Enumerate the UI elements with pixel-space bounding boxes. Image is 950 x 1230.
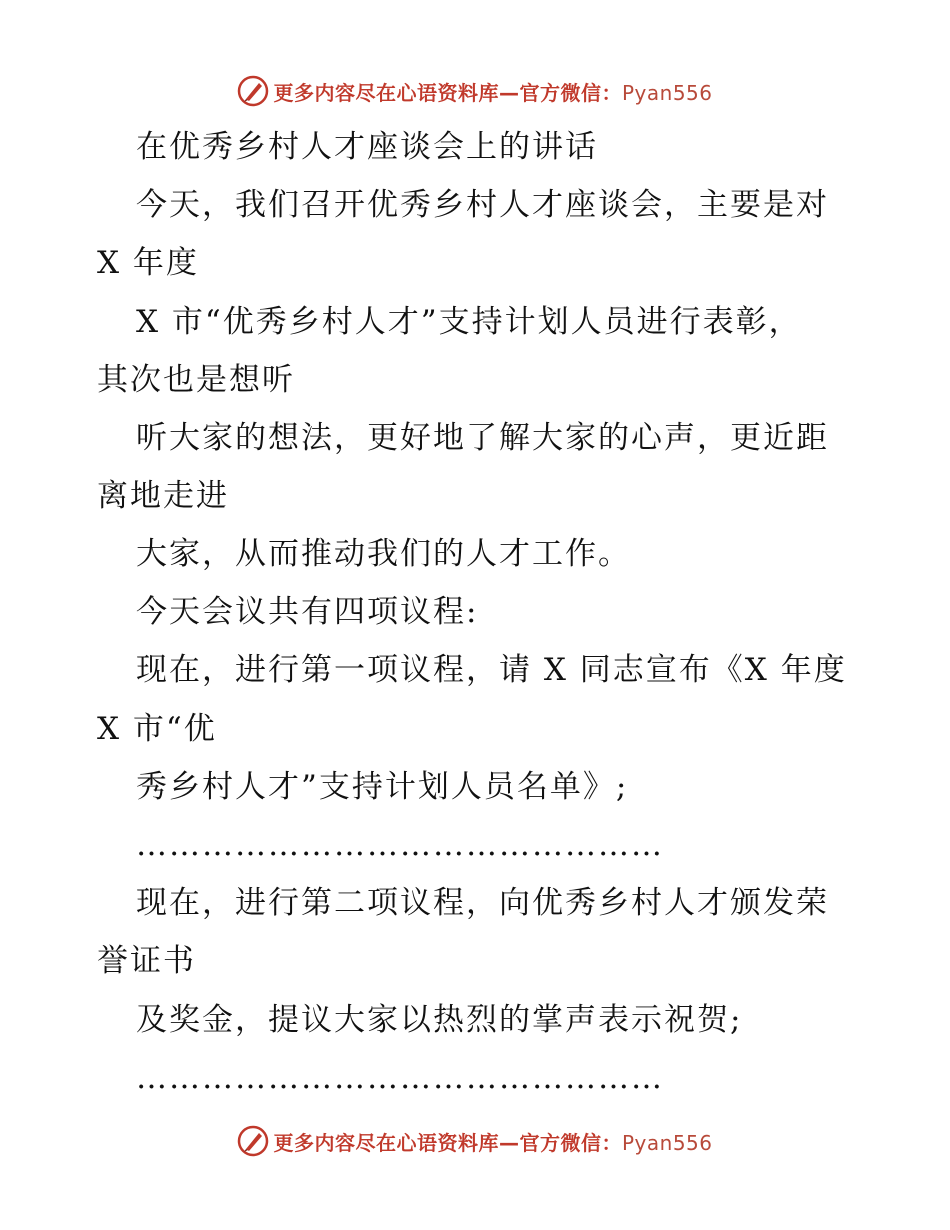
header-banner bbox=[0, 71, 950, 111]
paragraph-line: X 市“优秀乡村人才”支持计划人员进行表彰， bbox=[136, 304, 802, 340]
wechat-id: Pyan556 bbox=[621, 80, 713, 105]
paragraph-line: 现在，进行第一项议程，请 X 同志宣布《X 年度 bbox=[136, 652, 847, 688]
paragraph-line: X 市“优 bbox=[97, 711, 217, 747]
paragraph-line: 今天会议共有四项议程: bbox=[136, 594, 479, 630]
paragraph-line: 今天，我们召开优秀乡村人才座谈会，主要是对 bbox=[136, 187, 829, 223]
paragraph-line: 大家，从而推动我们的人才工作。 bbox=[136, 536, 631, 572]
document-title: 在优秀乡村人才座谈会上的讲话 bbox=[136, 129, 598, 165]
paragraph-line: 其次也是想听 bbox=[97, 362, 295, 398]
paragraph-line: 听大家的想法，更好地了解大家的心声，更近距 bbox=[136, 420, 829, 456]
banner-text: 更多内容尽在心语资料库—官方微信：Pyan556 bbox=[273, 1130, 713, 1155]
banner-text: 更多内容尽在心语资料库—官方微信：Pyan556 bbox=[273, 80, 713, 105]
paragraph-line: 离地走进 bbox=[97, 478, 229, 514]
paragraph-line: 誉证书 bbox=[97, 943, 196, 979]
ellipsis-line: ………………………………………… bbox=[136, 827, 664, 863]
paragraph-line: 秀乡村人才”支持计划人员名单》; bbox=[136, 769, 629, 805]
footer-banner bbox=[0, 1121, 950, 1161]
quill-pen-logo-icon bbox=[237, 1125, 269, 1157]
quill-pen-logo-icon bbox=[237, 75, 269, 107]
ellipsis-line: ………………………………………… bbox=[136, 1060, 664, 1096]
paragraph-line: 及奖金，提议大家以热烈的掌声表示祝贺; bbox=[136, 1002, 743, 1038]
paragraph-line: X 年度 bbox=[97, 245, 199, 281]
wechat-id: Pyan556 bbox=[621, 1130, 713, 1155]
paragraph-line: 现在，进行第二项议程，向优秀乡村人才颁发荣 bbox=[136, 885, 829, 921]
